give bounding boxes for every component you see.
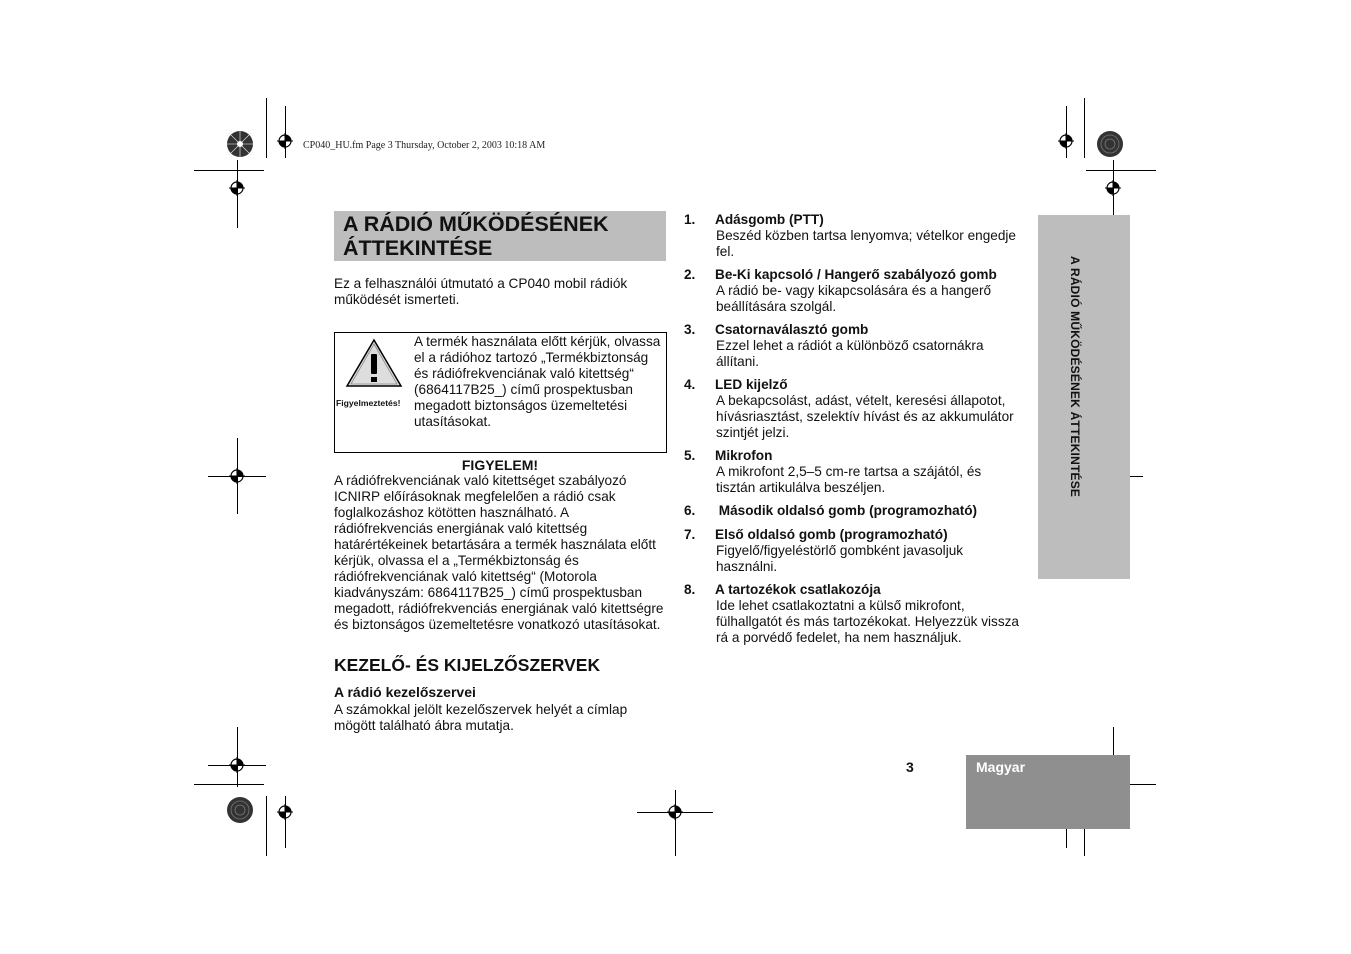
print-rosette-icon	[226, 796, 254, 824]
print-rosette-icon	[226, 130, 254, 158]
list-item-number: 1.	[684, 212, 696, 227]
caution-body: A rádiófrekvenciának való kitettséget szabályozó ICNIRP előírásoknak megfelelően a rádió csak foglalkozáshoz kötötten használható. A rádiófrekvenciás energiának való kitettség határértékeinek betartására a termék használata előtt kérjük, olvassa el a „Termékbiztonság és rádiófrekvenciának való kitettség“ (Motorola kiadványszám: 6864117B25_) című prospektusban megadott, rádiófrekvenciás energiának való kitettségre és biztonságos üzemeltetésre vonatkozó utasításokat.	[334, 473, 664, 632]
side-tab-text: A RÁDIÓ MŰKÖDÉSÉNEK ÁTTEKINTÉSE	[1068, 256, 1082, 498]
registration-target-icon	[277, 804, 293, 820]
list-item-number: 5.	[684, 448, 696, 463]
list-item-number: 6.	[684, 503, 696, 518]
warning-label: Figyelmeztetés!	[336, 398, 401, 408]
list-item-title: LED kijelző	[715, 377, 788, 392]
caution-heading: FIGYELEM!	[461, 457, 539, 473]
section-subheading: A rádió kezelőszervei	[334, 684, 476, 700]
file-info-line: CP040_HU.fm Page 3 Thursday, October 2, 2003 10:18 AM	[303, 140, 546, 151]
intro-paragraph: Ez a felhasználói útmutató a CP040 mobil rádiók működését ismerteti.	[334, 276, 628, 307]
list-item-title: Első oldalsó gomb (programozható)	[715, 527, 948, 542]
list-item-description: A mikrofont 2,5–5 cm-re tartsa a szájától, és tisztán artikulálva beszéljen.	[716, 464, 982, 495]
list-item-number: 7.	[684, 527, 696, 542]
list-item-number: 8.	[684, 582, 696, 597]
list-item	[684, 448, 1024, 496]
list-item	[684, 377, 1024, 441]
list-item	[684, 322, 1024, 370]
warning-text: A termék használata előtt kérjük, olvassa el a rádióhoz tartozó „Termékbiztonság és rádiófrekvenciának való kitettség“ (6864117B25_) című prospektusban megadott biztonságos üzemeltetési utasításokat.	[414, 334, 661, 429]
controls-list	[684, 212, 1024, 646]
registration-target-icon	[229, 468, 245, 484]
list-item	[684, 527, 1024, 575]
list-item-description: Beszéd közben tartsa lenyomva; vételkor engedje fel.	[716, 228, 1016, 259]
list-item-description: Ezzel lehet a rádiót a különböző csatornákra állítani.	[716, 338, 984, 369]
page-title	[343, 212, 663, 260]
list-item	[684, 267, 1024, 315]
registration-target-icon	[1105, 180, 1121, 196]
list-item	[684, 582, 1024, 646]
list-item	[684, 503, 1024, 519]
list-item-description: A bekapcsolást, adást, vételt, keresési állapotot, hívásriasztást, szelektív hívást és az akkumulátor szintjét jelzi.	[716, 393, 1014, 440]
registration-target-icon	[277, 133, 293, 149]
registration-target-icon	[1058, 133, 1074, 149]
registration-target-icon	[229, 757, 245, 773]
registration-target-icon	[667, 804, 683, 820]
side-tab-label	[1068, 256, 1088, 546]
list-item-description: Ide lehet csatlakoztatni a külső mikrofont, fülhallgatót és más tartozékokat. Helyezzük vissza rá a porvédő fedelet, ha nem használjuk.	[716, 598, 1019, 645]
page-title-line-1: A RÁDIÓ MŰKÖDÉSÉNEK	[343, 212, 609, 236]
list-item-title: Második oldalsó gomb (programozható)	[715, 503, 978, 518]
language-label: Magyar	[976, 759, 1026, 775]
list-item-number: 2.	[684, 267, 696, 282]
list-item-description: A rádió be- vagy kikapcsolására és a hangerő beállítására szolgál.	[716, 283, 992, 314]
print-rosette-icon	[1096, 130, 1124, 158]
section-heading: KEZELŐ- ÉS KIJELZŐSZERVEK	[334, 655, 601, 675]
list-item-title: Adásgomb (PTT)	[715, 212, 824, 227]
page-number: 3	[906, 759, 914, 775]
list-item	[684, 212, 1024, 260]
warning-triangle-icon	[345, 338, 403, 388]
list-item-description: Figyelő/figyeléstörlő gombként javasoljuk használni.	[716, 543, 964, 574]
section-paragraph: A számokkal jelölt kezelőszervek helyét a címlap mögött található ábra mutatja.	[334, 702, 628, 733]
list-item-title: Mikrofon	[715, 448, 773, 463]
registration-target-icon	[229, 180, 245, 196]
list-item-number: 3.	[684, 322, 696, 337]
list-item-title: Csatornaválasztó gomb	[715, 322, 869, 337]
list-item-title: Be-Ki kapcsoló / Hangerő szabályozó gomb	[715, 267, 997, 282]
page-title-line-2: ÁTTEKINTÉSE	[343, 236, 493, 260]
list-item-title: A tartozékok csatlakozója	[715, 582, 881, 597]
list-item-number: 4.	[684, 377, 696, 392]
